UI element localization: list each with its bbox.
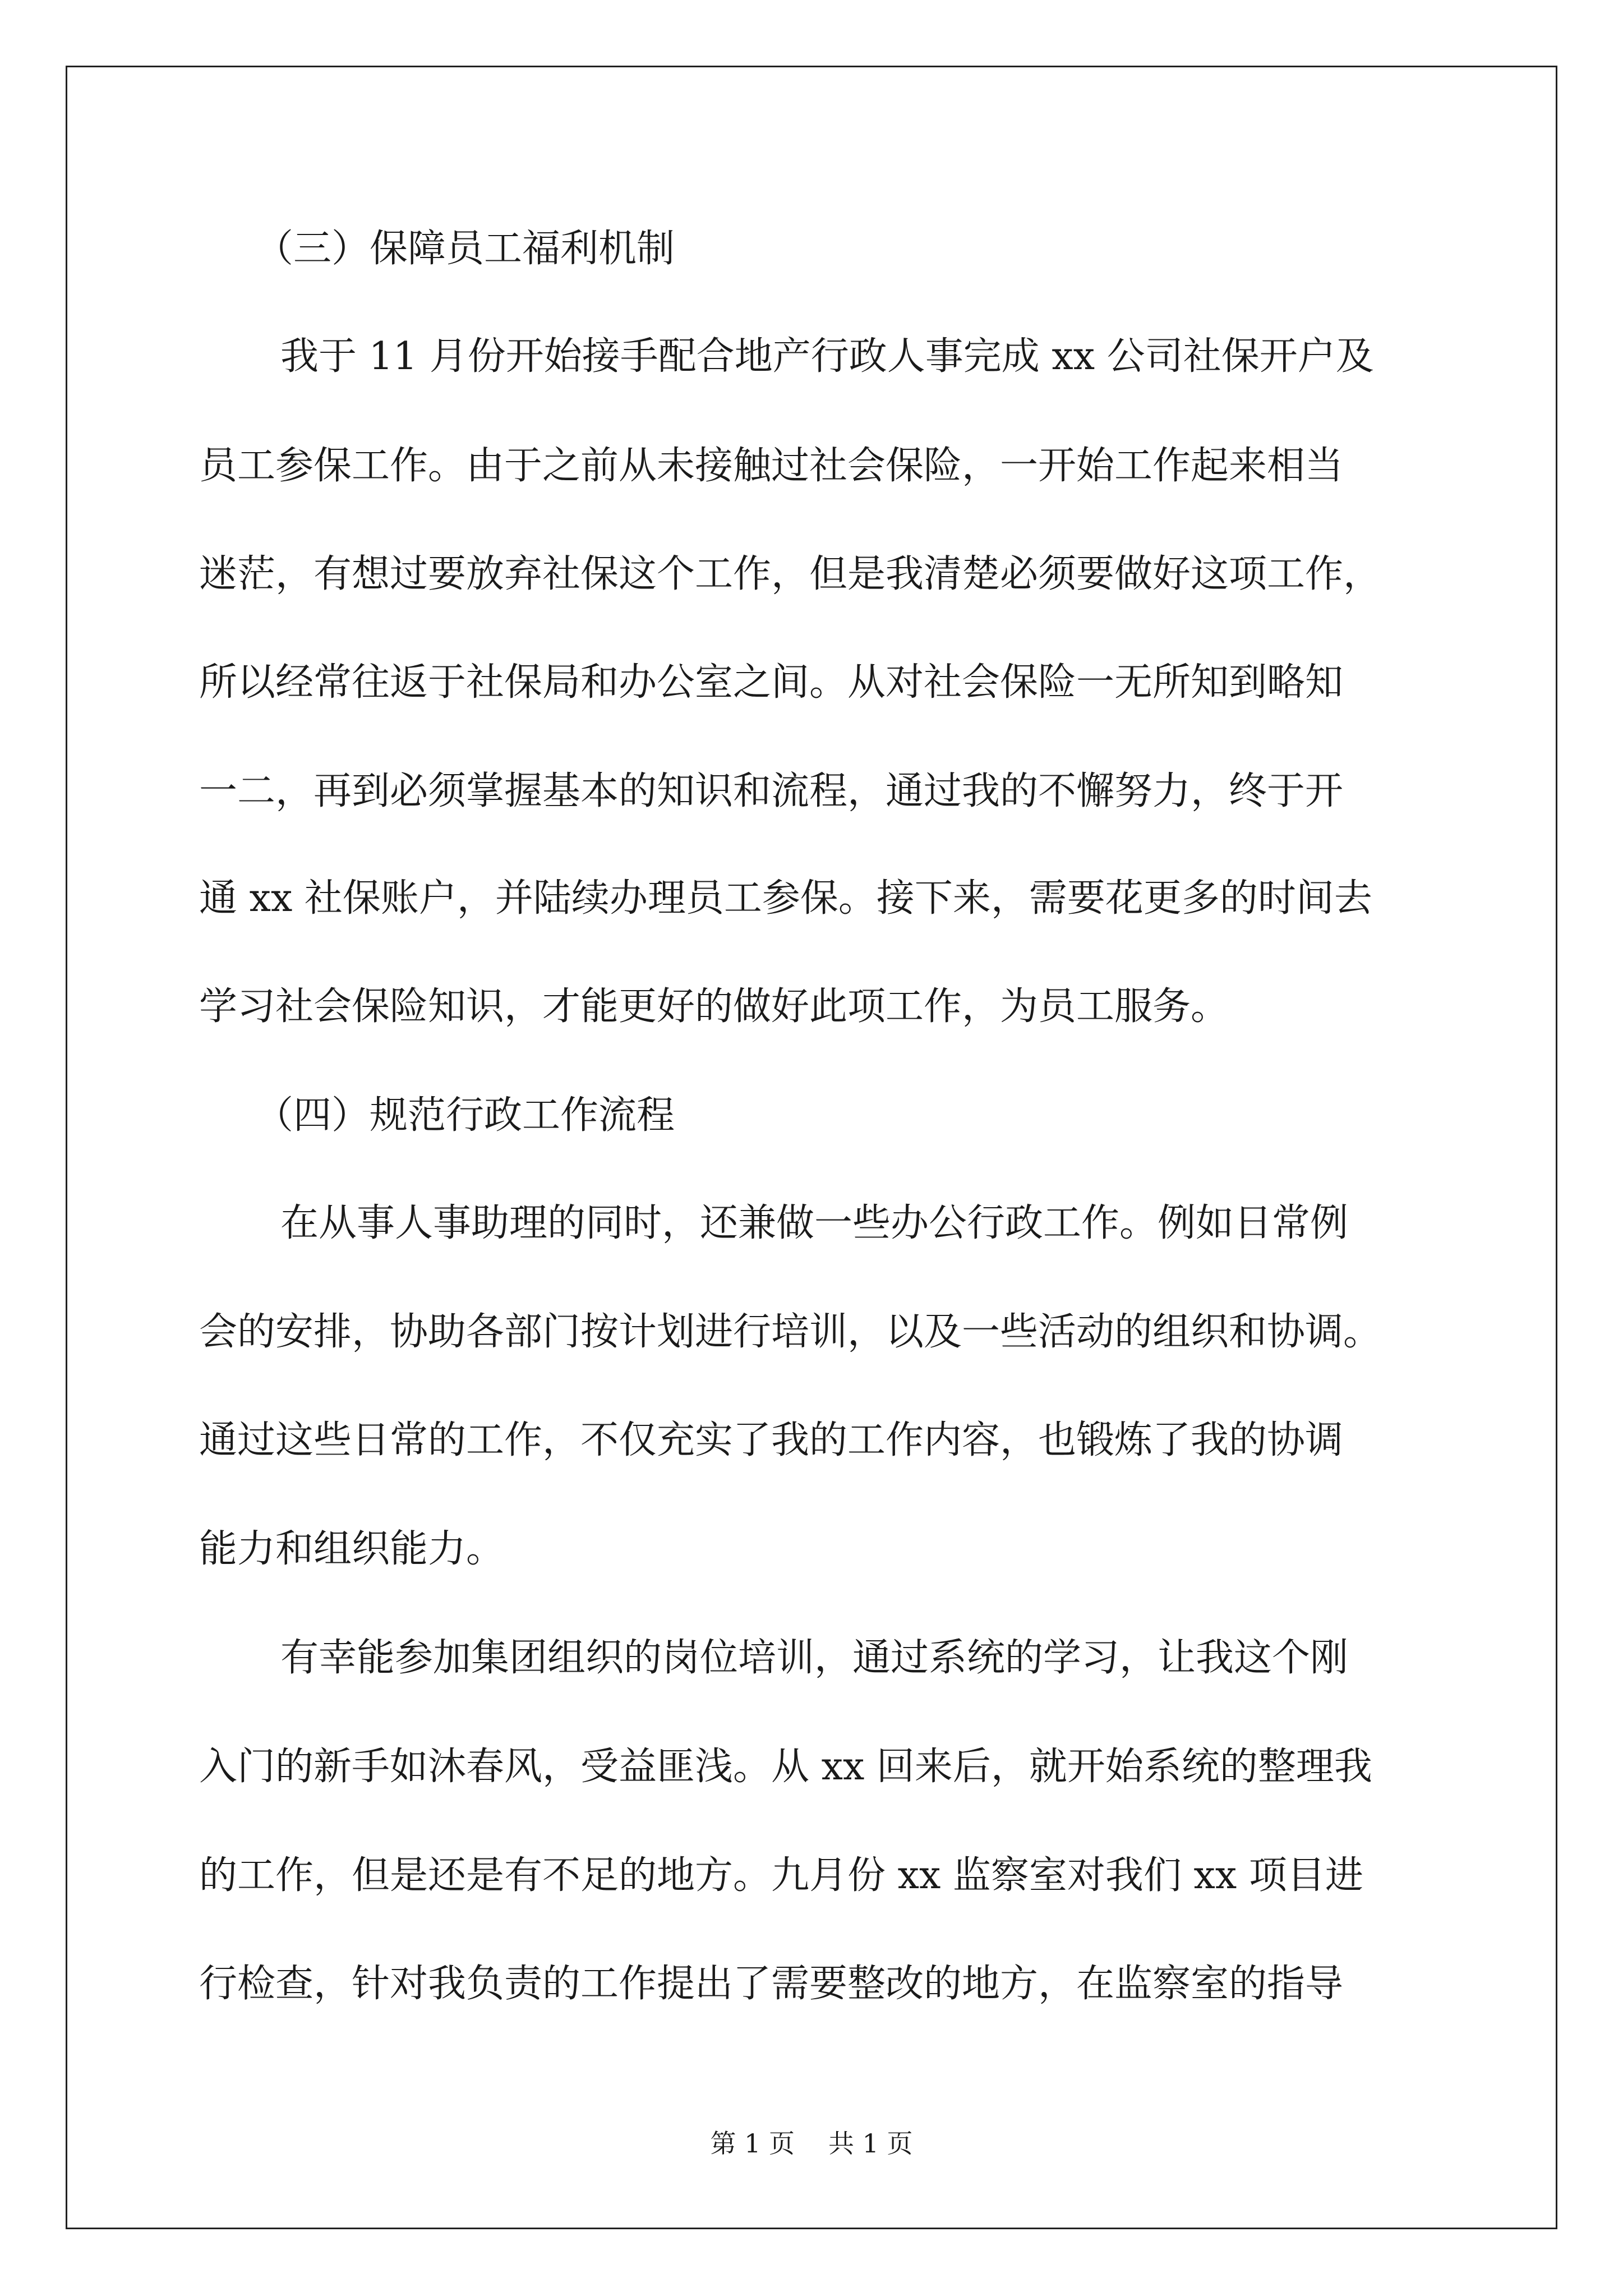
paragraph-line: 的工作，但是还是有不足的地方。九月份 xx 监察室对我们 xx 项目进 (199, 1853, 1363, 1898)
page-number: 第 1 页 (710, 2128, 795, 2159)
paragraph-line: 迷茫，有想过要放弃社保这个工作，但是我清楚必须要做好这项工作， (199, 552, 1382, 596)
page-total: 共 1 页 (828, 2128, 913, 2159)
paragraph-line: 我于 11 月份开始接手配合地产行政人事完成 xx 公司社保开户及 (280, 334, 1374, 379)
paragraph-line: 有幸能参加集团组织的岗位培训，通过系统的学习，让我这个刚 (280, 1636, 1349, 1680)
paragraph-line: 会的安排，协助各部门按计划进行培训，以及一些活动的组织和协调。 (199, 1310, 1382, 1354)
page-border (66, 66, 1557, 2229)
paragraph-line: 通过这些日常的工作，不仅充实了我的工作内容，也锻炼了我的协调 (199, 1418, 1344, 1462)
page-footer (0, 2128, 1623, 2159)
section-heading-3: （三）保障员工福利机制 (255, 227, 675, 271)
paragraph-line: 一二，再到必须掌握基本的知识和流程，通过我的不懈努力，终于开 (199, 769, 1344, 813)
paragraph-line: 所以经常往返于社保局和办公室之间。从对社会保险一无所知到略知 (199, 660, 1344, 705)
section-heading-4: （四）规范行政工作流程 (255, 1093, 675, 1138)
paragraph-line: 员工参保工作。由于之前从未接触过社会保险，一开始工作起来相当 (199, 444, 1344, 488)
paragraph-line: 行检查，针对我负责的工作提出了需要整改的地方，在监察室的指导 (199, 1962, 1344, 2006)
paragraph-line: 学习社会保险知识，才能更好的做好此项工作，为员工服务。 (199, 984, 1229, 1029)
paragraph-line: 能力和组织能力。 (199, 1527, 505, 1571)
paragraph-line: 通 xx 社保账户，并陆续办理员工参保。接下来，需要花更多的时间去 (199, 876, 1372, 921)
paragraph-line: 入门的新手如沐春风，受益匪浅。从 xx 回来后，就开始系统的整理我 (199, 1745, 1372, 1789)
paragraph-line: 在从事人事助理的同时，还兼做一些办公行政工作。例如日常例 (280, 1201, 1349, 1245)
